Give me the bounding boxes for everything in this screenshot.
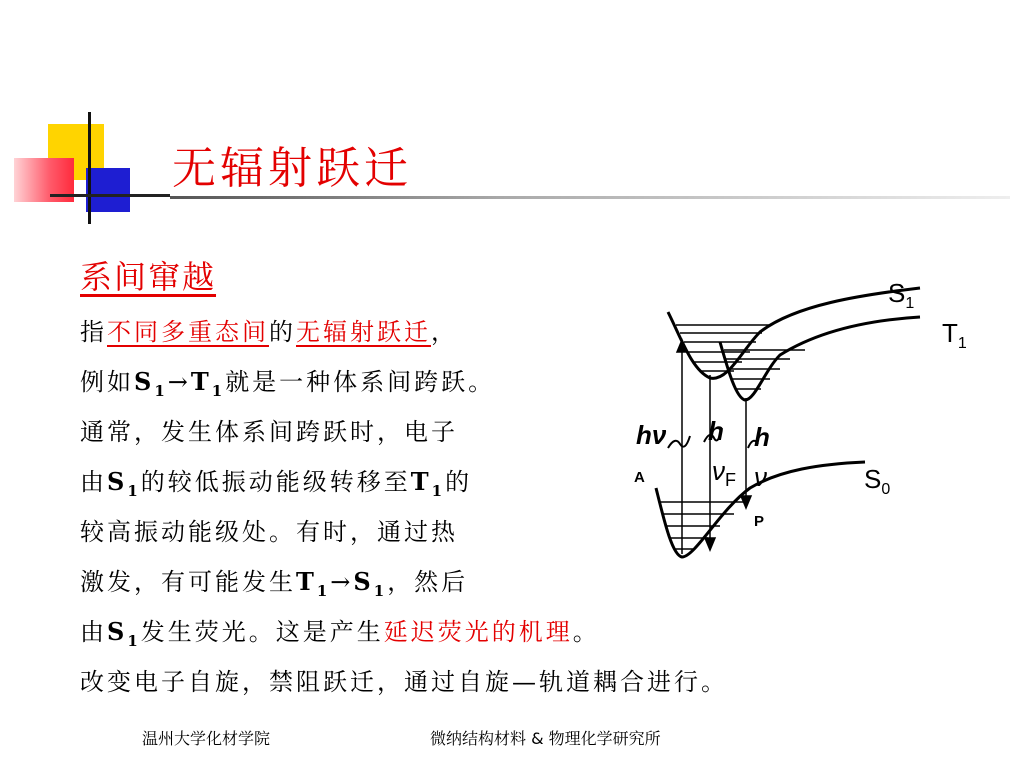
- label-h1: h: [708, 416, 724, 446]
- body-line-6: [80, 562, 468, 600]
- s0-vibrational-levels: [660, 502, 748, 549]
- text: 的: [445, 468, 473, 496]
- phosphorescence-arrow: [741, 398, 751, 508]
- arrow: →: [167, 368, 191, 396]
- section-heading: 系间窜越: [80, 258, 217, 296]
- title-underline: [170, 196, 1010, 199]
- highlight-multiplicity: 不同多重态间: [107, 318, 269, 346]
- subscript: 1: [127, 631, 141, 650]
- subscript: 1: [127, 481, 141, 500]
- subscript: 1: [431, 481, 446, 500]
- body-line-3: 通常，发生体系间跨跃时，电子: [80, 418, 458, 446]
- arrow: →: [330, 568, 354, 596]
- decor-vertical-line: [88, 112, 91, 224]
- text: 激发，有可能发生: [80, 568, 296, 596]
- label-hv: hν: [636, 420, 667, 450]
- text: 指: [80, 318, 107, 346]
- text: 由: [80, 618, 107, 646]
- decor-horizontal-line: [50, 194, 170, 197]
- label-vf: $\nu_F$: [712, 456, 736, 490]
- body-line-5: 较高振动能级处。有时，通过热: [80, 518, 458, 546]
- energy-level-diagram: [620, 270, 1020, 580]
- subscript: 1: [154, 381, 168, 400]
- footer-right: 微纳结构材料 & 物理化学研究所: [430, 729, 661, 748]
- t1-vibrational-levels: [724, 350, 805, 389]
- symbol-s: S: [107, 617, 128, 646]
- text: 发生荧光。这是产生: [140, 618, 384, 646]
- text: 由: [80, 468, 107, 496]
- symbol-s: S: [107, 467, 128, 496]
- body-line-8: 改变电子自旋，禁阻跃迁，通过自旋—轨道耦合进行。: [80, 668, 728, 696]
- label-s0: $S_0$: [864, 464, 891, 498]
- label-p: P: [754, 513, 765, 530]
- symbol-t: T: [296, 567, 317, 596]
- body-line-4: [80, 462, 472, 500]
- subscript: 1: [373, 581, 388, 600]
- text: 。: [572, 618, 600, 646]
- symbol-s: S: [353, 567, 374, 596]
- subscript: 1: [316, 581, 331, 600]
- body-line-1: [80, 312, 458, 347]
- highlight-nonradiative: 无辐射跃迁: [296, 318, 431, 346]
- wavy-arrow-hv: [668, 436, 690, 448]
- text: 的较低振动能级转移至: [140, 468, 411, 496]
- label-vp: ν: [754, 462, 767, 492]
- subscript: 1: [211, 381, 226, 400]
- label-a: A: [634, 469, 645, 486]
- text: 例如: [80, 368, 134, 396]
- footer-left: 温州大学化材学院: [142, 729, 271, 748]
- decor-blue-square: [86, 168, 130, 212]
- symbol-t: T: [190, 367, 212, 396]
- text: ，: [431, 318, 458, 346]
- slide-title: 无辐射跃迁: [172, 143, 412, 194]
- text: 的: [269, 318, 296, 346]
- body-line-2: [80, 362, 495, 400]
- label-s1: $S_1$: [888, 278, 915, 312]
- symbol-t: T: [410, 467, 432, 496]
- label-h2: h: [754, 422, 770, 452]
- text: 就是一种体系间跨跃。: [225, 368, 496, 396]
- label-t1: $T_1$: [942, 318, 967, 352]
- text: ，然后: [387, 568, 469, 596]
- symbol-s: S: [134, 367, 155, 396]
- highlight-delayed-fluorescence: 延迟荧光的机理: [383, 618, 573, 646]
- body-line-7: [80, 612, 600, 650]
